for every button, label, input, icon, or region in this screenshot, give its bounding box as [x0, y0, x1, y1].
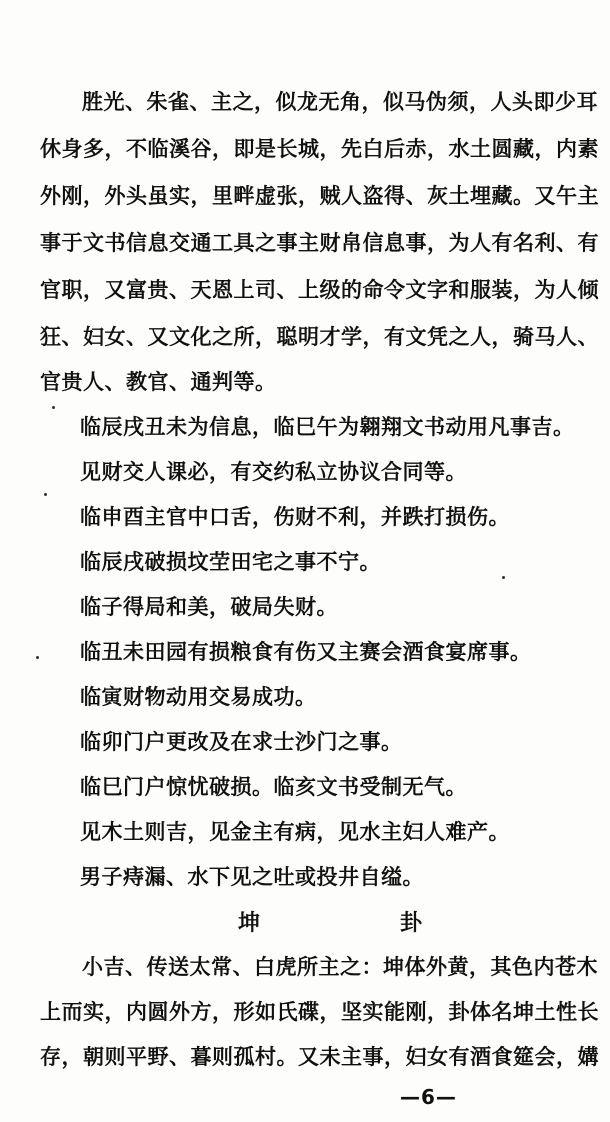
para1-line-1: 胜光、朱雀、主之，似龙无角，似马伪须，人头即少耳: [82, 89, 598, 114]
item-line: 临辰戌丑未为信息，临巳午为翱翔文书动用凡事吉。: [80, 414, 575, 439]
item-line: 临子得局和美，破局失财。: [80, 594, 338, 619]
page-number: —6—: [400, 1085, 457, 1109]
item-line: 见财交人课必，有交约私立协议合同等。: [80, 459, 467, 484]
para1-line-5: 官职，又富贵、天恩上司、上级的命令文字和服装，为人倾: [40, 277, 599, 302]
item-line: 临丑未田园有损粮食有伤又主赛会酒食宴席事。: [80, 639, 532, 664]
item-line: 见木土则吉，见金主有病，见水主妇人难产。: [80, 819, 510, 844]
para1-line-2: 休身多，不临溪谷，即是长城，先白后赤，水土圆藏，内素: [40, 136, 599, 161]
para2-line-3: 存，朝则平野、暮则孤村。又未主事，妇女有酒食筵会，媾: [40, 1044, 599, 1069]
item-line: 临巳门户惊忧破损。临亥文书受制无气。: [80, 774, 467, 799]
scan-speck: [52, 406, 55, 409]
scan-speck: [44, 493, 47, 496]
para2-line-1: 小吉、传送太常、白虎所主之：坤体外黄，其色内苍木: [82, 954, 598, 979]
para1-line-7: 官贵人、教官、通判等。: [40, 369, 277, 394]
para2-line-2: 上而实，内圆外方，形如氏碟，坚实能刚，卦体名坤土性长: [40, 999, 599, 1024]
para1-line-3: 外刚，外头虽实，里畔虚张，贼人盗得、灰土埋藏。又午主: [40, 183, 599, 208]
scan-speck: [36, 656, 39, 659]
para1-line-4: 事于文书信息交通工具之事主财帛信息事，为人有名利、有: [40, 230, 599, 255]
section-heading-right: 卦: [400, 910, 425, 936]
item-line: 临寅财物动用交易成功。: [80, 684, 317, 709]
scan-speck: [502, 576, 505, 579]
item-line: 男子痔漏、水下见之吐或投井自缢。: [80, 864, 424, 889]
item-line: 临卯门户更改及在求士沙门之事。: [80, 729, 403, 754]
item-line: 临辰戌破损坟茔田宅之事不宁。: [80, 549, 381, 574]
item-line: 临申酉主官中口舌，伤财不利，并跌打损伤。: [80, 504, 510, 529]
para1-line-6: 狂、妇女、又文化之所，聪明才学，有文凭之人，骑马人、: [40, 324, 599, 349]
section-heading-left: 坤: [238, 910, 263, 936]
